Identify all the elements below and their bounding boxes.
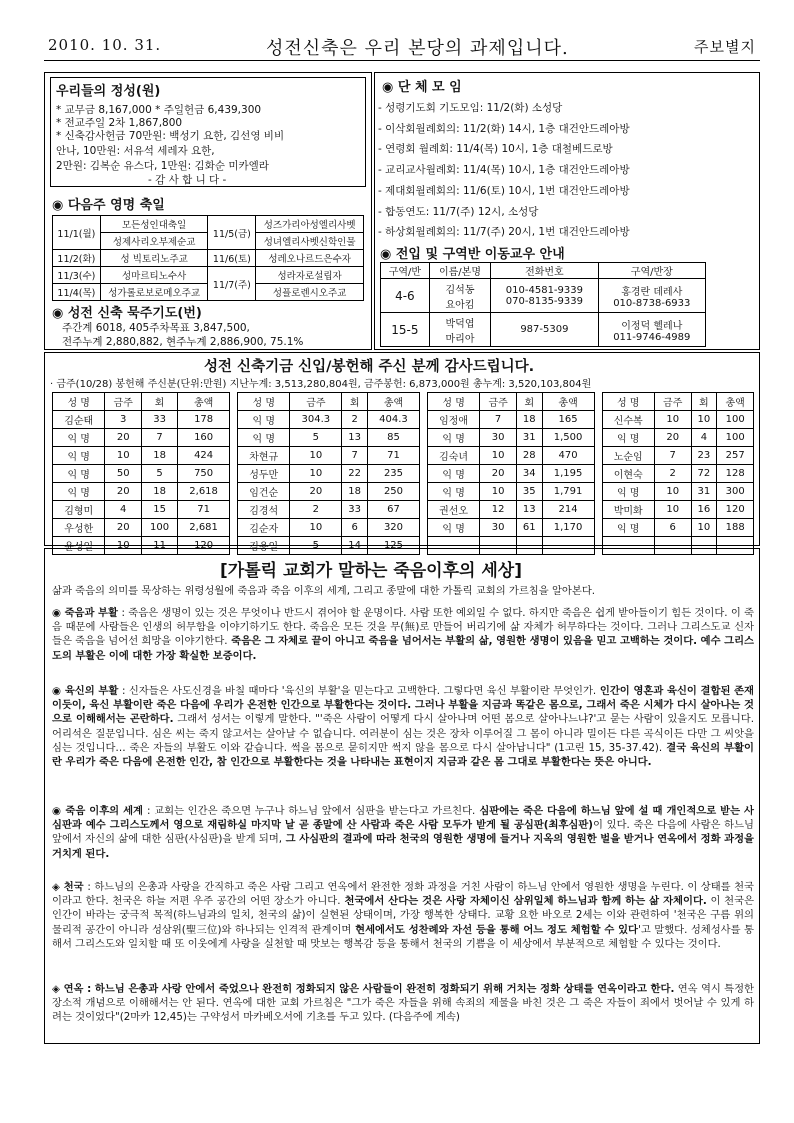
article-paragraph-afterlife: ◉ 죽음 이후의 세계 : 교회는 인간은 죽으면 누구나 하느님 앞에서 심판을 받는다고 가르친다. 심판에는 죽은 다음에 하느님 앞에 설 때 개인적으로 받는 사심판과 예수 그리스도께서 영으로 재림하실 마지막 날 곧 종말에 산 사람과 죽은 사람 모두가 받게 될 공심판(최후심판)이 있다. 죽은 다음에 사람은 하느님 앞에서 자신의 삶에 대한 심판(사심판)을 받게 되며, 그 사심판의 결과에 따라 천국의 영원한 생명에 들거나 지옥의 영원한 벌을 받거나 연옥에서 정화 과정을 거치게 된다. [52, 805, 755, 860]
page-header [44, 32, 760, 62]
bulletin-headline: 성전신축은 우리 본당의 과제입니다. [266, 38, 569, 59]
offering-line: * 교무금 8,167,000 * 주일헌금 6,439,300 [56, 104, 262, 116]
bulletin-section: 주보별지 [694, 38, 756, 56]
offering-line: * 전교주일 2차 1,867,800 [56, 117, 183, 129]
group-item: - 연령회 월례회: 11/4(목) 10시, 1층 대철베드로방 [378, 143, 613, 155]
donation-row: 익 명 20 18 2,618 임건순 20 18 250 익 명 10 35 1,791 익 명 10 31 300 [53, 483, 754, 501]
group-item: - 하상회월례회의: 11/7(주) 20시, 1번 대건안드레아방 [378, 226, 630, 238]
transfer-table-wrap [380, 262, 706, 347]
header-rule [44, 60, 760, 61]
donation-row: 익 명 10 18 424 차현규 10 7 71 김숙녀 10 28 470 노순임 7 23 257 [53, 447, 754, 465]
donation-header-row: 성 명 금주 회 총액 성 명 금주 회 총액 성 명 금주 회 총액 성 명 금주 회 총액 [53, 393, 754, 411]
donation-row: 익 명 20 7 160 익 명 5 13 85 익 명 30 31 1,500 익 명 20 4 100 [53, 429, 754, 447]
offering-line: 2만원: 김복순 유스다, 1만원: 김화순 미카엘라 [56, 160, 269, 172]
transfer-table: 구역/반 이름/본명 전화번호 구역/반장 4-6 김석동 요아킴 010-4581-9339 070-8135-9339 홍경란 데레사 010-8738-6933 15-5 박덕엽 마리아 987-5309 이정덕 헬레나 011-9746-4989 [380, 262, 706, 347]
bulletin-date: 2010. 10. 31. [48, 36, 162, 54]
article-paragraph-resurrection: ◉ 육신의 부활 : 신자들은 사도신경을 바칠 때마다 '육신의 부활'을 믿는다고 고백한다. 그렇다면 육신 부활이란 무엇인가. 인간이 영혼과 육신이 결합된 존재이듯이, 육신 부활이란 죽은 다음에 우리가 온전한 인간으로 부활한다는 것이다. 그러나 부활을 지금과 똑같은 몸으로, 그래서 죽은 시체가 다시 살아나는 것으로 이해해서는 곤란하다. 그래서 성서는 이렇게 말한다. "'죽은 사람이 어떻게 다시 살아나며 어떤 몸으로 살아나느냐?'고 묻는 사람이 있을지도 모릅니다. 어리석은 질문입니다. 심은 씨는 죽지 않고서는 살아날 수 없습니다. 여러분이 심는 것은 장차 이루어질 그 몸이 아니라 밀이든 다른 곡식이든 다만 그 씨앗을 심는 것입니다… 죽은 자들의 부활도 이와 같습니다. 썩을 몸으로 묻히지만 썩지 않을 몸으로 다시 살아납니다" (1고린 15, 35-37.42). 결국 육신의 부활이란 우리가 죽은 다음에 온전한 인간, 참 인간으로 부활한다는 것을 나타내는 표현이지 지금과 같은 몸 그대로 부활한다는 뜻은 아니다. [52, 685, 755, 769]
donation-title: 성전 신축기금 신입/봉헌해 주신 분께 감사드립니다. [204, 359, 535, 375]
donation-grid [52, 392, 754, 555]
prayer-cumulative: 전주누계 2,880,882, 현주누계 2,886,900, 75.1% [62, 336, 304, 348]
group-item: - 합동연도: 11/7(주) 12시, 소성당 [378, 206, 539, 218]
feast-title: ◉ 다음주 영명 축일 [52, 198, 165, 213]
transfer-title: ◉ 전입 및 구역반 이동교우 안내 [380, 247, 565, 262]
offering-line: 안나, 10만원: 서유석 세레자 요한, [56, 145, 215, 157]
group-item: - 교리교사월례회: 11/4(목) 10시, 1층 대건안드레아방 [378, 164, 630, 176]
group-item: - 성령기도회 기도모임: 11/2(화) 소성당 [378, 102, 563, 114]
circle-dot-icon: ◉ [382, 80, 398, 95]
offering-title: 우리들의 정성(원) [56, 84, 161, 99]
donation-row: 김형미 4 15 71 김경석 2 33 67 권선오 12 13 214 박미화 10 16 120 [53, 501, 754, 519]
feast-table: 11/1(월) 모든성인대축일 11/5(금) 성즈가리아성엘리사벳 성제사리오부제순교 성녀엘리사벳신학인물 11/2(화) 성 빅토리노주교 11/6(토) 성레오나르드은수자 11/3(수) 성마르티노수사 11/7(주) 성라자로설립자 11/4(목) 성가롤로보로메오주교 성플로렌시오주교 [52, 215, 364, 301]
prayer-weekly: 주간계 6018, 405주차목표 3,847,500, [62, 322, 250, 334]
prayer-title: ◉ 성전 신축 묵주기도(번) [52, 306, 202, 321]
article-paragraph-heaven: ◈ 천국 : 하느님의 은총과 사랑을 간직하고 죽은 사람 그리고 연옥에서 완전한 정화 과정을 거친 사람이 하느님 안에서 영원한 생명을 누린다. 이 상태를 천국이라고 한다. 천국은 하늘 저편 우주 공간의 어떤 장소가 아니다. 천국에서 산다는 것은 사랑 자체이신 삼위일체 하느님과 함께 하는 삶 자체이다. 이 천국은 인간이 바라는 궁극적 목적(하느님과의 일치, 천국의 삶)이 실현된 상태이며, 가장 행복한 상태다. 교황 요한 바오로 2세는 이와 관련하여 '천국은 구름 위의 물리적 공간이 아니라 성삼위(聖三位)와 하나되는 인격적 관계이며 현세에서도 성찬례와 자선 등을 통해 어느 정도 체험할 수 있다'고 말했다. 성체성사를 통해서 그리스도와 일치할 때 또 이웃에게 사랑을 실천할 때 맛보는 행복감 등을 통해서 천국의 기쁨을 이 세상에서 부분적으로 체험할 수 있다는 것이다. [52, 881, 754, 950]
circle-dot-icon: ◉ [52, 306, 68, 321]
transfer-row: 4-6 김석동 요아킴 010-4581-9339 070-8135-9339 홍경란 데레사 010-8738-6933 [381, 279, 706, 313]
circle-dot-icon: ◉ [52, 198, 68, 213]
donation-row: 김순태 3 33 178 익 명 304.3 2 404.3 임정애 7 18 165 신수복 10 10 100 [53, 411, 754, 429]
transfer-row: 15-5 박덕엽 마리아 987-5309 이정덕 헬레나 011-9746-4989 [381, 313, 706, 347]
groups-title: ◉ 단 체 모 임 [382, 80, 462, 95]
circle-dot-icon: ◉ [380, 247, 396, 262]
article-intro: 삶과 죽음의 의미를 묵상하는 위령성월에 죽음과 죽음 이후의 세계, 그리고 종말에 대한 가톨릭 교회의 가르침을 알아본다. [52, 585, 596, 597]
donation-row: 윤성일 10 11 120 김용일 5 14 125 [53, 537, 754, 555]
article-title: [가톨릭 교회가 말하는 죽음이후의 세상] [220, 561, 522, 581]
offering-line: * 신축감사헌금 70만원: 백성기 요한, 김선영 비비 [56, 130, 285, 142]
offering-thanks: - 감 사 합 니 다 - [148, 174, 227, 186]
group-item: - 제대회월례회의: 11/6(토) 10시, 1번 대건안드레아방 [378, 185, 630, 197]
donation-row: 우성한 20 100 2,681 김순자 10 6 320 익 명 30 61 1,170 익 명 6 10 188 [53, 519, 754, 537]
article-paragraph-purgatory: ◈ 연옥 : 하느님 은총과 사랑 안에서 죽었으나 완전히 정화되지 않은 사람들이 완전히 정화되기 위해 거치는 정화 상태를 연옥이라고 한다. 연옥 역시 특정한 장소적 개념으로 이해해서는 안 된다. 연옥에 대한 교회 가르침은 "그가 죽은 자들을 위해 속죄의 제물을 바친 것은 그 죽은 자들이 죄에서 벗어날 수 있게 하려는 것이었다"(2마카 12,45)는 구약성서 마카베오서에 기초를 두고 있다. (다음주에 계속) [52, 983, 755, 1024]
group-item: - 이삭회월례회의: 11/2(화) 14시, 1층 대건안드레아방 [378, 123, 630, 135]
article-paragraph-death: ◉ 죽음과 부활 : 죽음은 생명이 있는 것은 무엇이나 반드시 겪어야 할 운명이다. 사람 또한 예외일 수 없다. 하지만 죽음은 쉽게 받아들이기 힘든 것이다. 이 죽음 때문에 사람들은 인생의 허무함을 이야기하기도 한다. 죽음은 모든 것을 무(無)로 만들어 버리기에 삶 자체가 허무하다는 것이다. 그러나 그리스도교 신자들은 죽음을 넘어선 희망을 이야기한다. 죽음은 그 자체로 끝이 아니고 죽음을 넘어서는 부활의 삶, 영원한 생명이 있음을 믿고 고백하는 것이다. 예수 그리스도의 부활은 이에 대한 가장 확실한 보증이다. [52, 607, 754, 662]
donation-row: 익 명 50 5 750 성두만 10 22 235 익 명 20 34 1,195 이현숙 2 72 128 [53, 465, 754, 483]
donation-summary: · 금주(10/28) 봉헌해 주신분(단위:만원) 지난누계: 3,513,280,804원, 금주봉헌: 6,873,000원 총누계: 3,520,103,804원 [50, 379, 592, 390]
